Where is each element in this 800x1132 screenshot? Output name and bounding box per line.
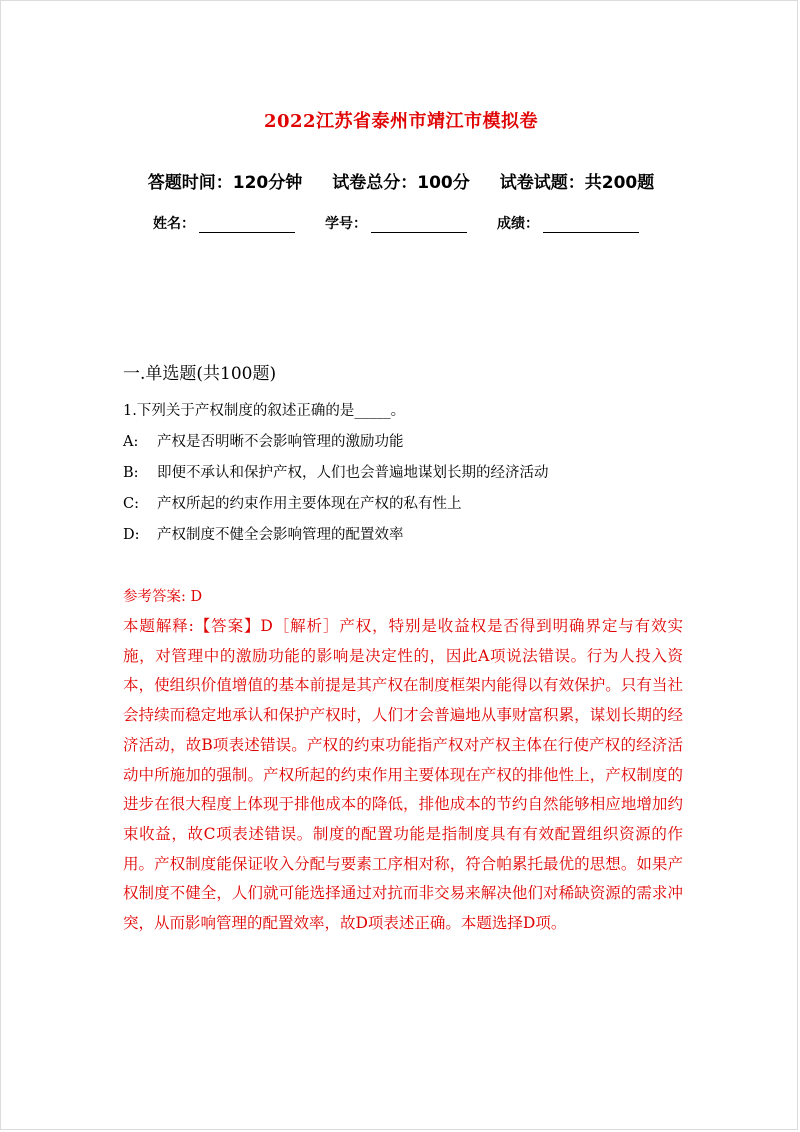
exam-question-count: 试卷试题：共200题 [499, 173, 655, 193]
score-field[interactable] [497, 213, 639, 233]
exam-info-row [1, 168, 800, 193]
option-a [123, 430, 404, 451]
reference-answer: 参考答案: D [123, 589, 203, 605]
student-id-field[interactable] [325, 213, 467, 233]
option-text: 即便不承认和保护产权，人们也会普遍地谋划长期的经济活动 [157, 465, 549, 481]
option-letter: A: [123, 434, 139, 450]
name-label: 姓名： [153, 216, 195, 232]
name-blank[interactable] [199, 216, 295, 233]
student-id-blank[interactable] [371, 216, 467, 233]
option-letter: B: [123, 465, 139, 481]
option-text: 产权制度不健全会影响管理的配置效率 [157, 527, 404, 543]
section-title: 一.单选题(共100题) [123, 364, 277, 384]
name-field[interactable] [153, 213, 295, 233]
option-text: 产权所起的约束作用主要体现在产权的私有性上 [157, 496, 462, 512]
question-text: 1.下列关于产权制度的叙述正确的是_____。 [123, 403, 406, 419]
option-b [123, 461, 549, 482]
score-blank[interactable] [543, 216, 639, 233]
exam-time: 答题时间：120分钟 [147, 173, 303, 193]
answer-explanation: 本题解释:【答案】D［解析］产权，特别是收益权是否得到明确界定与有效实施，对管理中的激励功能的影响是决定性的，因此A项说法错误。行为人投入资本，使组织价值增值的基本前提是其产权在制度框架内能得以有效保护。只有当社会持续而稳定地承认和保护产权时，人们才会普遍地从事财富积累，谋划长期的经济活动，故B项表述错误。产权的约束功能指产权对产权主体在行使产权的经济活动中所施加的强制。产权所起的约束作用主要体现在产权的排他性上，产权制度的进步在很大程度上体现于排他成本的降低，排他成本的节约自然能够相应地增加约束收益，故C项表述错误。制度的配置功能是指制度具有有效配置组织资源的作用。产权制度能保证收入分配与要素工序相对称，符合帕累托最优的思想。如果产权制度不健全，人们就可能选择通过对抗而非交易来解决他们对稀缺资源的需求冲突，从而影响管理的配置效率，故D项表述正确。本题选择D项。 [123, 617, 683, 933]
option-letter: C: [123, 496, 139, 512]
option-d [123, 523, 404, 544]
option-text: 产权是否明晰不会影响管理的激励功能 [157, 434, 404, 450]
exam-title: 2022江苏省泰州市靖江市模拟卷 [263, 111, 539, 132]
student-fields [153, 213, 639, 233]
student-id-label: 学号： [325, 216, 367, 232]
option-letter: D: [123, 527, 140, 543]
option-c [123, 492, 462, 513]
exam-total-score: 试卷总分：100分 [332, 173, 470, 193]
score-label: 成绩： [497, 216, 539, 232]
